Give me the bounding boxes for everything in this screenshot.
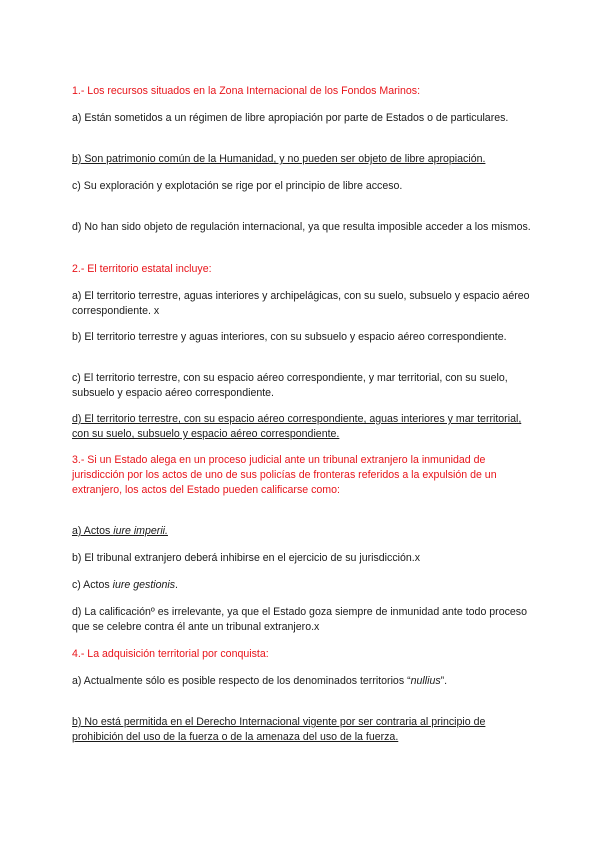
question-4-option-b: b) No está permitida en el Derecho Internacional vigente por ser contraria al principio de prohibición del uso de la fuerza o de la amenaza del uso de la fuerza. <box>72 716 486 743</box>
question-1-option-a: a) Están sometidos a un régimen de libre apropiación por parte de Estados o de particulares. <box>72 112 509 124</box>
question-4-title: 4.- La adquisición territorial por conquista: <box>72 648 269 660</box>
question-1-option-c: c) Su exploración y explotación se rige por el principio de libre acceso. <box>72 180 403 192</box>
question-2-option-a: a) El territorio terrestre, aguas interiores y archipelágicas, con su suelo, subsuelo y espacio aéreo correspondiente. x <box>72 290 530 317</box>
question-3-option-d: d) La calificaciónº es irrelevante, ya que el Estado goza siempre de inmunidad ante todo proceso que se celebre contra él ante un tribunal extranjero.x <box>72 606 527 633</box>
question-3-title: 3.- Si un Estado alega en un proceso judicial ante un tribunal extranjero la inmunidad de jurisdicción por los actos de uno de sus policías de fronteras referidos a la expulsión de un extranjero, los actos del Estado pueden calificarse como: <box>72 454 497 496</box>
question-1-title: 1.- Los recursos situados en la Zona Internacional de los Fondos Marinos: <box>72 85 421 97</box>
question-4-option-a-italic: nullius <box>410 675 441 687</box>
question-2-option-c: c) El territorio terrestre, con su espacio aéreo correspondiente, y mar territorial, con su suelo, subsuelo y espacio aéreo correspondiente. <box>72 372 508 399</box>
question-1-option-b: b) Son patrimonio común de la Humanidad, y no pueden ser objeto de libre apropiación. <box>72 153 486 165</box>
question-4-option-a-prefix: a) Actualmente sólo es posible respecto de los denominados territorios “ <box>72 675 411 687</box>
question-3-option-a-italic: iure imperii. <box>113 525 168 537</box>
question-2-title: 2.- El territorio estatal incluye: <box>72 263 212 275</box>
question-2-option-d: d) El territorio terrestre, con su espacio aéreo correspondiente, aguas interiores y mar territorial, con su suelo, subsuelo y espacio aéreo correspondiente. <box>72 413 522 440</box>
question-4-option-a-suffix: ”. <box>440 675 448 687</box>
question-3-option-c-italic: iure gestionis <box>112 579 176 591</box>
question-3-option-c <box>72 578 534 593</box>
question-3-option-b: b) El tribunal extranjero deberá inhibirse en el ejercicio de su jurisdicción.x <box>72 552 421 564</box>
question-3-option-c-prefix: c) Actos <box>72 579 113 591</box>
question-3-option-a-prefix: a) Actos <box>72 525 114 537</box>
question-2-option-b: b) El territorio terrestre y aguas interiores, con su subsuelo y espacio aéreo correspondiente. <box>72 331 507 343</box>
question-4-option-a <box>72 674 534 689</box>
question-3-option-c-suffix: . <box>175 579 178 591</box>
question-1-option-d: d) No han sido objeto de regulación internacional, ya que resulta imposible acceder a los mismos. <box>72 221 531 233</box>
question-3-option-a <box>72 524 534 539</box>
